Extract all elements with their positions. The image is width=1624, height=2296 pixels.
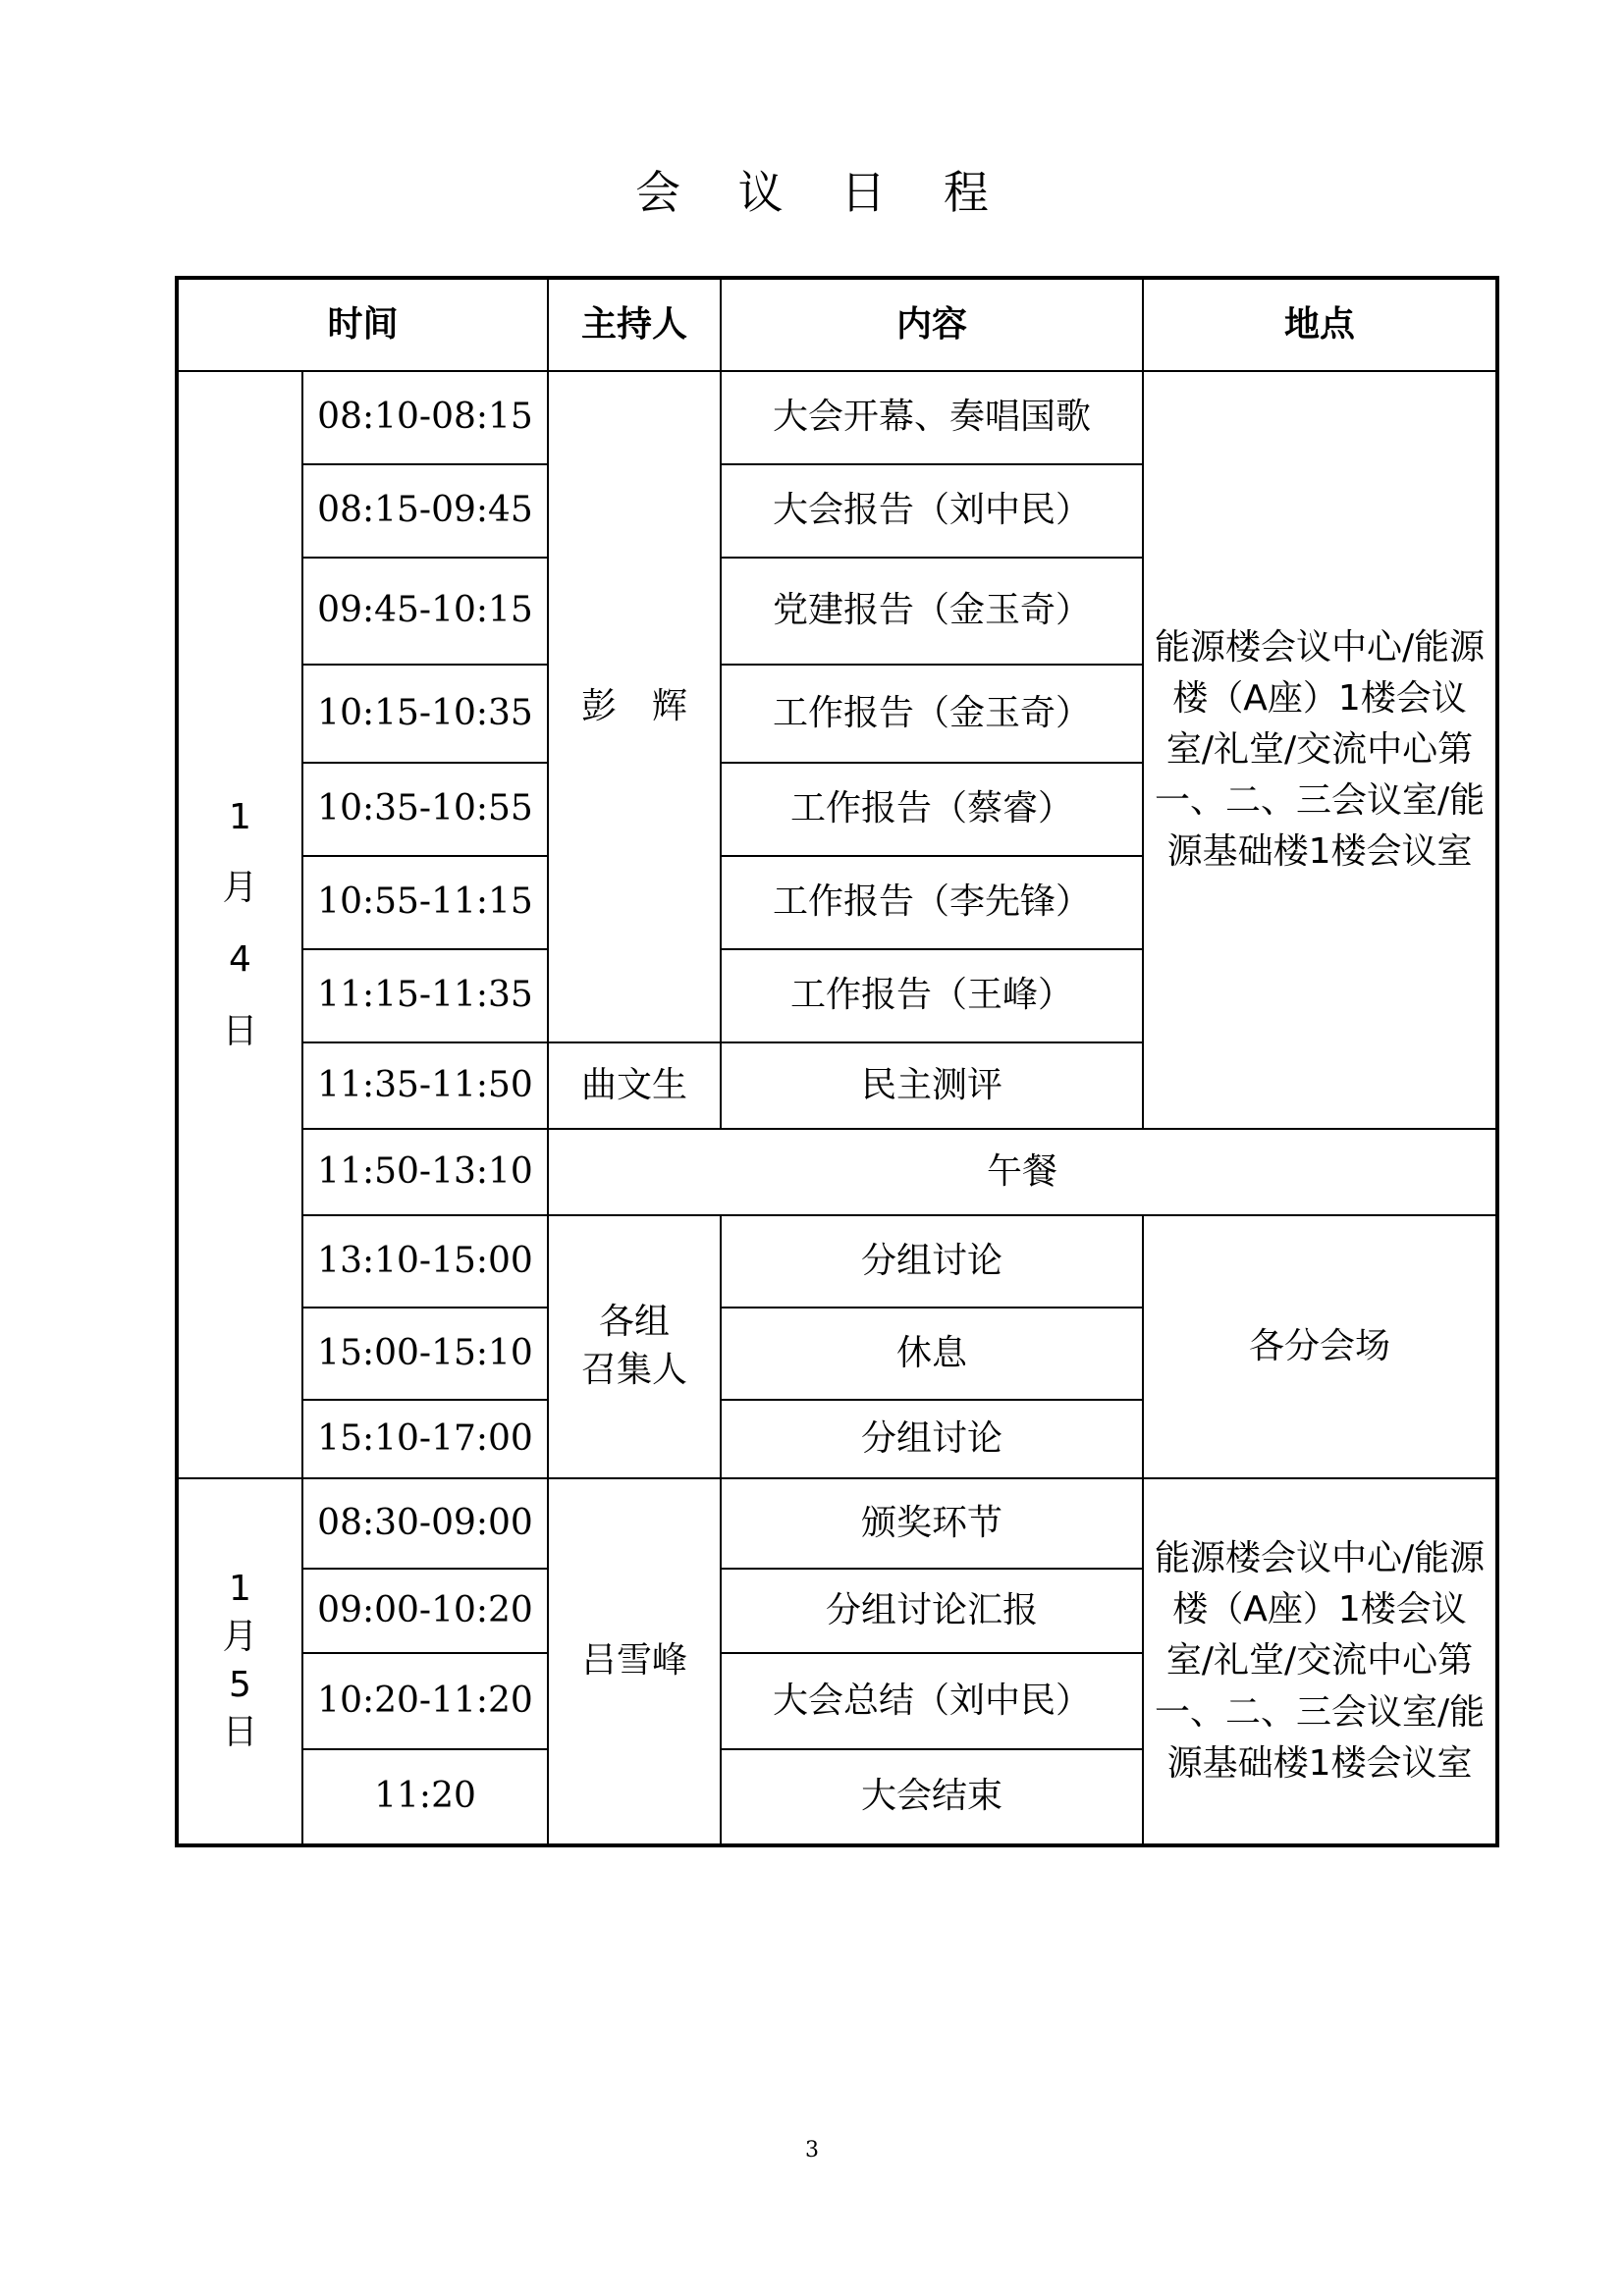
host-cell: 彭 辉 — [548, 371, 721, 1042]
time-cell: 11:20 — [302, 1749, 548, 1845]
time-cell: 11:50-13:10 — [302, 1129, 548, 1215]
page-title: 会 议 日 程 — [635, 166, 1010, 219]
location-cell: 能源楼会议中心/能源楼（A座）1楼会议室/礼堂/交流中心第一、二、三会议室/能源基础楼1楼会议室 — [1143, 371, 1497, 1129]
time-cell: 11:15-11:35 — [302, 949, 548, 1042]
time-cell: 08:15-09:45 — [302, 464, 548, 558]
time-cell: 15:10-17:00 — [302, 1400, 548, 1478]
date-char: 月 — [222, 1616, 258, 1657]
host-cell: 吕雪峰 — [548, 1478, 721, 1845]
time-cell: 10:20-11:20 — [302, 1653, 548, 1749]
date-char: 日 — [222, 1712, 258, 1753]
time-cell: 08:30-09:00 — [302, 1478, 548, 1569]
content-cell: 工作报告（李先锋） — [721, 856, 1143, 949]
content-cell: 工作报告（王峰） — [721, 949, 1143, 1042]
date-char: 1 — [229, 796, 251, 837]
table-row — [177, 371, 1497, 464]
date-cell-day1 — [177, 371, 302, 1478]
time-cell: 10:35-10:55 — [302, 763, 548, 856]
date-char: 月 — [222, 868, 258, 909]
content-cell: 大会结束 — [721, 1749, 1143, 1845]
header-host: 主持人 — [548, 278, 721, 371]
content-cell: 分组讨论 — [721, 1400, 1143, 1478]
content-cell: 民主测评 — [721, 1042, 1143, 1129]
content-cell: 分组讨论汇报 — [721, 1569, 1143, 1653]
time-cell: 09:00-10:20 — [302, 1569, 548, 1653]
content-cell: 大会总结（刘中民） — [721, 1653, 1143, 1749]
host-cell — [548, 1215, 721, 1478]
content-cell: 大会开幕、奏唱国歌 — [721, 371, 1143, 464]
host-line: 各组 — [599, 1302, 671, 1343]
date-char: 日 — [222, 1010, 258, 1051]
schedule-table — [175, 276, 1499, 1847]
host-cell: 曲文生 — [548, 1042, 721, 1129]
content-cell: 大会报告（刘中民） — [721, 464, 1143, 558]
header-location: 地点 — [1143, 278, 1497, 371]
content-cell: 分组讨论 — [721, 1215, 1143, 1308]
date-char: 1 — [229, 1569, 251, 1610]
table-row — [177, 1129, 1497, 1215]
header-content: 内容 — [721, 278, 1143, 371]
content-cell: 颁奖环节 — [721, 1478, 1143, 1569]
content-cell: 工作报告（蔡睿） — [721, 763, 1143, 856]
time-cell: 10:55-11:15 — [302, 856, 548, 949]
content-cell: 休息 — [721, 1308, 1143, 1400]
time-cell: 11:35-11:50 — [302, 1042, 548, 1129]
date-char: 4 — [229, 939, 251, 980]
time-cell: 13:10-15:00 — [302, 1215, 548, 1308]
host-line: 召集人 — [581, 1350, 688, 1390]
date-char: 5 — [229, 1664, 251, 1705]
lunch-cell: 午餐 — [548, 1129, 1497, 1215]
content-cell: 工作报告（金玉奇） — [721, 665, 1143, 763]
time-cell: 08:10-08:15 — [302, 371, 548, 464]
page-number: 3 — [805, 2138, 819, 2163]
time-cell: 09:45-10:15 — [302, 558, 548, 665]
content-cell: 党建报告（金玉奇） — [721, 558, 1143, 665]
header-row — [177, 278, 1497, 371]
location-cell: 能源楼会议中心/能源楼（A座）1楼会议室/礼堂/交流中心第一、二、三会议室/能源基础楼1楼会议室 — [1143, 1478, 1497, 1845]
table-row — [177, 1478, 1497, 1569]
header-time: 时间 — [177, 278, 548, 371]
time-cell: 15:00-15:10 — [302, 1308, 548, 1400]
location-cell: 各分会场 — [1143, 1215, 1497, 1478]
time-cell: 10:15-10:35 — [302, 665, 548, 763]
date-cell-day2 — [177, 1478, 302, 1845]
table-row — [177, 1215, 1497, 1308]
